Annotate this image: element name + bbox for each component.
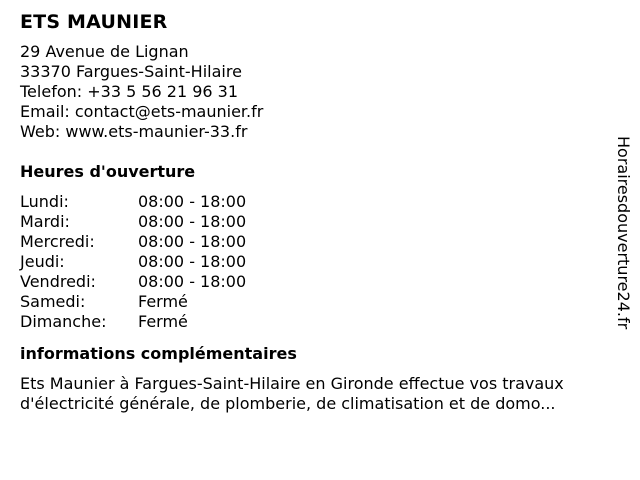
address-line-1: 29 Avenue de Lignan: [20, 42, 189, 61]
info-title: informations complémentaires: [20, 344, 297, 363]
hours-row-tuesday: [20, 212, 610, 232]
site-watermark: Horairesdouverture24.fr: [614, 136, 633, 330]
hours-time-value: Fermé: [138, 312, 188, 331]
hours-day-label: Vendredi:: [20, 272, 96, 291]
hours-day-label: Jeudi:: [20, 252, 65, 271]
address-line-2: 33370 Fargues-Saint-Hilaire: [20, 62, 242, 81]
hours-day-label: Mercredi:: [20, 232, 95, 251]
hours-row-wednesday: [20, 232, 610, 252]
hours-day-label: Lundi:: [20, 192, 69, 211]
web-line: Web: www.ets-maunier-33.fr: [20, 122, 248, 141]
contact-block: [20, 42, 610, 142]
hours-table: [20, 192, 610, 332]
hours-time-value: Fermé: [138, 292, 188, 311]
hours-row-thursday: [20, 252, 610, 272]
hours-time-value: 08:00 - 18:00: [138, 272, 247, 291]
hours-day-label: Samedi:: [20, 292, 86, 311]
hours-row-saturday: [20, 292, 610, 312]
hours-time-value: 08:00 - 18:00: [138, 252, 247, 271]
hours-row-friday: [20, 272, 610, 292]
hours-time-value: 08:00 - 18:00: [138, 192, 247, 211]
hours-day-label: Mardi:: [20, 212, 70, 231]
info-line-1: Ets Maunier à Fargues-Saint-Hilaire en Gironde effectue vos travaux: [20, 374, 564, 393]
hours-title: Heures d'ouverture: [20, 162, 196, 181]
content: [20, 10, 610, 414]
info-line-2: d'électricité générale, de plomberie, de climatisation et de domo...: [20, 394, 556, 413]
phone-line: Telefon: +33 5 56 21 96 31: [20, 82, 239, 101]
hours-time-value: 08:00 - 18:00: [138, 212, 247, 231]
hours-row-monday: [20, 192, 610, 212]
hours-day-label: Dimanche:: [20, 312, 107, 331]
info-description: [20, 374, 610, 414]
hours-row-sunday: [20, 312, 610, 332]
hours-time-value: 08:00 - 18:00: [138, 232, 247, 251]
email-line: Email: contact@ets-maunier.fr: [20, 102, 264, 121]
business-name: ETS MAUNIER: [20, 11, 168, 33]
